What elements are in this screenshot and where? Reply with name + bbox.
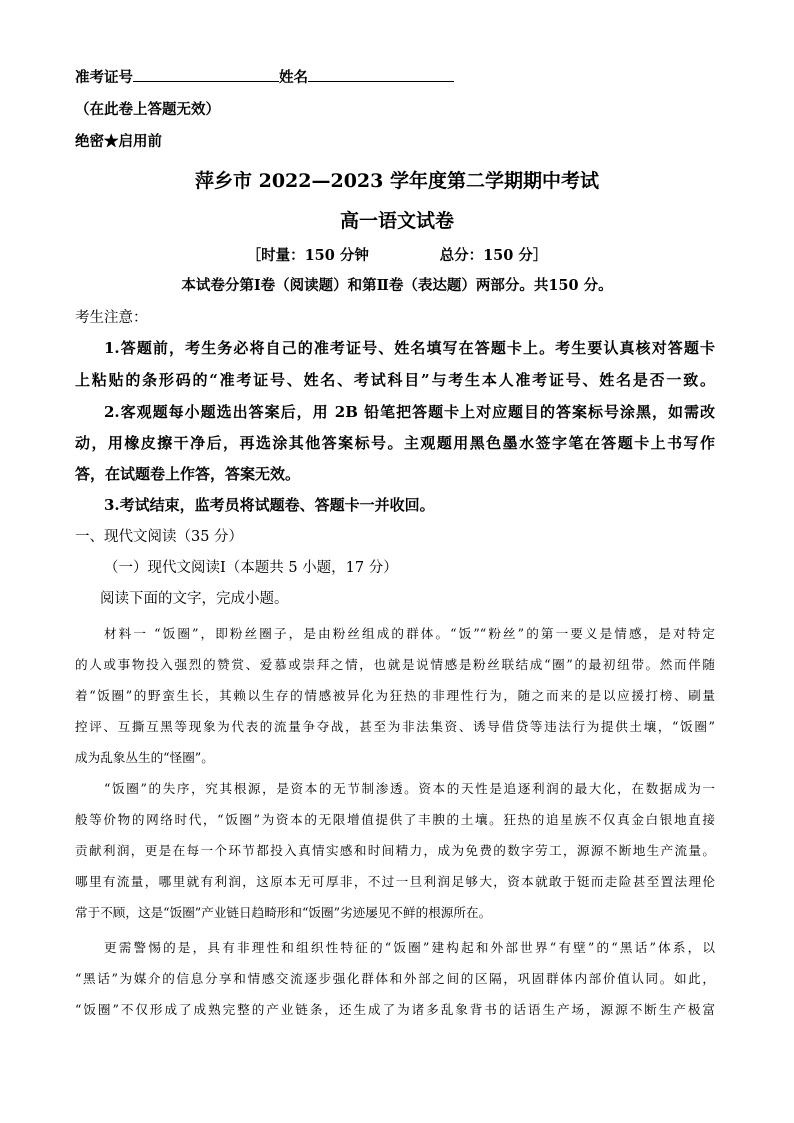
- exam-id-blank[interactable]: [133, 67, 279, 82]
- secret-label: 绝密★启用前: [75, 133, 162, 150]
- material-p2-line-3: 贡献利润，更是在每一个环节都投入真情实感和时间精力，成为免费的数字劳工，源源不断地生产流量。: [75, 843, 715, 858]
- material-p2-line-2: 般等价物的网络时代，“饭圈”为资本的无限增值提供了丰腴的土壤。狂热的追星族不仅真金白银地直接: [75, 812, 715, 827]
- notice-heading: 考生注意：: [75, 310, 148, 326]
- exam-subtitle: 高一语文试卷: [339, 210, 454, 232]
- notice-item-1-line-2: 上粘贴的条形码的“准考证号、姓名、考试科目”与考生本人准考证号、姓名是否一致。: [75, 371, 715, 389]
- section-heading: 一、现代文阅读（35 分）: [75, 529, 244, 545]
- paper-composition: 本试卷分第Ⅰ卷（阅读题）和第Ⅱ卷（表达题）两部分。共150 分。: [181, 277, 613, 294]
- notice-item-2-line-1: 2.客观题每小题选出答案后，用 2B 铅笔把答题卡上对应题目的答案标号涂黑，如需改: [104, 403, 715, 421]
- reading-instruction: 阅读下面的文字，完成小题。: [100, 591, 289, 607]
- notice-item-3: 3.考试结束，监考员将试题卷、答题卡一并收回。: [104, 496, 435, 514]
- material-p1-line-5: 成为乱象丛生的“怪圈”。: [75, 750, 214, 765]
- material-p2-line-5: 常于不顾，这是“饭圈”产业链日趋畸形和“饭圈”劣迹屡见不鲜的根源所在。: [75, 905, 492, 920]
- material-p3-line-1: 更需警惕的是，具有非理性和组织性特征的“饭圈”建构起和外部世界“有壁”的“黑话”体系，以: [104, 940, 715, 955]
- subsection-heading: （一）现代文阅读Ⅰ（本题共 5 小题，17 分）: [104, 560, 398, 576]
- name-blank[interactable]: [308, 67, 454, 82]
- time-total: ［时量：150 分钟 总分：150 分］: [246, 247, 548, 264]
- material-p1-line-1: 材料一 “饭圈”，即粉丝圈子，是由粉丝组成的群体。“饭”“粉丝”的第一要义是情感，是对特定: [104, 626, 715, 641]
- notice-item-2-line-3: 答，在试题卷上作答，答案无效。: [75, 465, 301, 483]
- material-p1-line-4: 控评、互撕互黑等现象为代表的流量争夺战，甚至为非法集资、诱导借贷等违法行为提供土壤，“饭圈”: [75, 719, 715, 734]
- material-p1-line-3: 着“饭圈”的野蛮生长，其赖以生存的情感被异化为狂热的非理性行为，随之而来的是以应援打榜、刷量: [75, 688, 715, 703]
- exam-id-label: 准考证号: [75, 69, 133, 86]
- material-p2-line-4: 哪里有流量，哪里就有利润，这原本无可厚非，不过一旦利润足够大，资本就敢于铤而走险甚至置法理伦: [75, 874, 715, 889]
- exam-id-row: [75, 66, 454, 87]
- name-label: 姓名: [279, 69, 308, 86]
- notice-item-1-line-1: 1.答题前，考生务必将自己的准考证号、姓名填写在答题卡上。考生要认真核对答题卡: [104, 339, 715, 357]
- material-p3-line-2: “黑话”为媒介的信息分享和情感交流逐步强化群体和外部之间的区隔，巩固群体内部价值认同。如此，: [75, 971, 715, 986]
- notice-item-2-line-2: 动，用橡皮擦干净后，再选涂其他答案标号。主观题用黑色墨水签字笔在答题卡上书写作: [75, 434, 715, 452]
- material-p1-line-2: 的人或事物投入强烈的赞赏、爱慕或崇拜之情，也就是说情感是粉丝联结成“圈”的最初纽带。然而伴随: [75, 657, 715, 672]
- material-p2-line-1: “饭圈”的失序，究其根源，是资本的无节制渗透。资本的天性是追逐利润的最大化，在数据成为一: [104, 781, 715, 796]
- invalid-note: （在此卷上答题无效）: [75, 101, 220, 118]
- exam-title: 萍乡市 2022—2023 学年度第二学期期中考试: [195, 170, 599, 192]
- material-p3-line-3: “饭圈”不仅形成了成熟完整的产业链条，还生成了为诸多乱象背书的话语生产场，源源不断生产极富: [75, 1002, 715, 1017]
